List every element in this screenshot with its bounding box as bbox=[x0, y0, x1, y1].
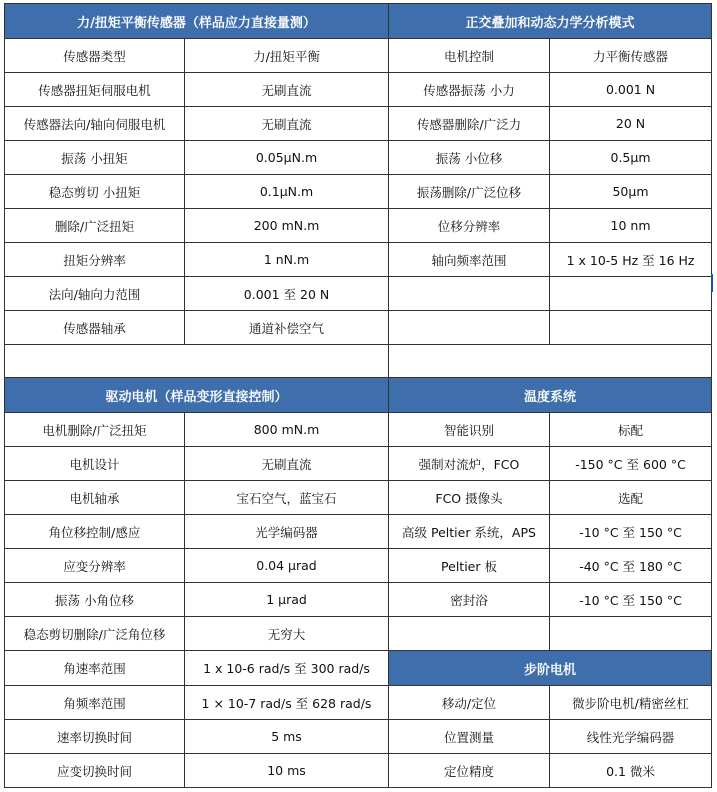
mode-value: 力平衡传感器 bbox=[550, 39, 712, 73]
motor-label: 应变分辨率 bbox=[5, 549, 185, 583]
motor-value: 10 ms bbox=[185, 754, 389, 788]
sensor-value: 200 mN.m bbox=[185, 209, 389, 243]
table-row bbox=[5, 720, 712, 754]
header-row-2 bbox=[5, 378, 712, 413]
motor-value: 0.04 μrad bbox=[185, 549, 389, 583]
spec-table bbox=[4, 3, 712, 788]
sensor-label: 扭矩分辨率 bbox=[5, 243, 185, 277]
motor-label: 角频率范围 bbox=[5, 686, 185, 720]
table-row bbox=[5, 141, 712, 175]
motor-label: 角速率范围 bbox=[5, 651, 185, 686]
mode-value: 50μm bbox=[550, 175, 712, 209]
empty-cell bbox=[550, 311, 712, 345]
table-row bbox=[5, 686, 712, 720]
mode-value: 0.5μm bbox=[550, 141, 712, 175]
temp-label: FCO 摄像头 bbox=[389, 481, 550, 515]
step-label: 移动/定位 bbox=[389, 686, 550, 720]
step-value: 线性光学编码器 bbox=[550, 720, 712, 754]
sensor-label: 传感器扭矩伺服电机 bbox=[5, 73, 185, 107]
mode-value: 10 nm bbox=[550, 209, 712, 243]
sensor-label: 传感器法向/轴向伺服电机 bbox=[5, 107, 185, 141]
sensor-value: 通道补偿空气 bbox=[185, 311, 389, 345]
motor-value: 5 ms bbox=[185, 720, 389, 754]
step-value: 微步阶电机/精密丝杠 bbox=[550, 686, 712, 720]
motor-label: 电机删除/广泛扭矩 bbox=[5, 413, 185, 447]
spec-sheet bbox=[4, 3, 711, 788]
temp-label: 强制对流炉，FCO bbox=[389, 447, 550, 481]
temp-value: -10 °C 至 150 °C bbox=[550, 583, 712, 617]
mode-label: 振荡 小位移 bbox=[389, 141, 550, 175]
table-row bbox=[5, 73, 712, 107]
temp-label: 高级 Peltier 系统，APS bbox=[389, 515, 550, 549]
sensor-label: 删除/广泛扭矩 bbox=[5, 209, 185, 243]
mode-label: 振荡删除/广泛位移 bbox=[389, 175, 550, 209]
empty-cell bbox=[550, 617, 712, 651]
table-row bbox=[5, 549, 712, 583]
selection-edge-marker bbox=[711, 274, 713, 292]
empty-cell bbox=[389, 311, 550, 345]
motor-label: 应变切换时间 bbox=[5, 754, 185, 788]
empty-cell bbox=[389, 617, 550, 651]
sensor-value: 0.05μN.m bbox=[185, 141, 389, 175]
empty-cell bbox=[389, 277, 550, 311]
sensor-value: 0.001 至 20 N bbox=[185, 277, 389, 311]
table-row bbox=[5, 447, 712, 481]
motor-section-title: 驱动电机（样品变形直接控制） bbox=[5, 378, 389, 413]
motor-value: 宝石空气，蓝宝石 bbox=[185, 481, 389, 515]
sensor-label: 振荡 小扭矩 bbox=[5, 141, 185, 175]
mode-label: 位移分辨率 bbox=[389, 209, 550, 243]
mode-label: 传感器删除/广泛力 bbox=[389, 107, 550, 141]
sensor-label: 法向/轴向力范围 bbox=[5, 277, 185, 311]
step-label: 位置测量 bbox=[389, 720, 550, 754]
empty-cell bbox=[5, 345, 389, 378]
temp-section-title: 温度系统 bbox=[389, 378, 712, 413]
mode-value: 20 N bbox=[550, 107, 712, 141]
motor-label: 电机轴承 bbox=[5, 481, 185, 515]
motor-label: 速率切换时间 bbox=[5, 720, 185, 754]
empty-cell bbox=[389, 345, 712, 378]
sensor-value: 0.1μN.m bbox=[185, 175, 389, 209]
sensor-value: 力/扭矩平衡 bbox=[185, 39, 389, 73]
step-section-title: 步阶电机 bbox=[389, 651, 712, 686]
sensor-label: 传感器类型 bbox=[5, 39, 185, 73]
temp-label: 智能识别 bbox=[389, 413, 550, 447]
temp-value: 选配 bbox=[550, 481, 712, 515]
table-row bbox=[5, 413, 712, 447]
motor-value: 1 × 10-7 rad/s 至 628 rad/s bbox=[185, 686, 389, 720]
sensor-value: 无刷直流 bbox=[185, 73, 389, 107]
mode-label: 电机控制 bbox=[389, 39, 550, 73]
temp-value: -150 °C 至 600 °C bbox=[550, 447, 712, 481]
step-label: 定位精度 bbox=[389, 754, 550, 788]
step-value: 0.1 微米 bbox=[550, 754, 712, 788]
table-row bbox=[5, 754, 712, 788]
motor-value: 1 x 10-6 rad/s 至 300 rad/s bbox=[185, 651, 389, 686]
empty-cell bbox=[550, 277, 712, 311]
temp-value: -40 °C 至 180 °C bbox=[550, 549, 712, 583]
table-row bbox=[5, 311, 712, 345]
motor-value: 无刷直流 bbox=[185, 447, 389, 481]
motor-value: 无穷大 bbox=[185, 617, 389, 651]
sensor-label: 传感器轴承 bbox=[5, 311, 185, 345]
motor-label: 振荡 小角位移 bbox=[5, 583, 185, 617]
motor-label: 角位移控制/感应 bbox=[5, 515, 185, 549]
motor-value: 800 mN.m bbox=[185, 413, 389, 447]
sensor-section-title: 力/扭矩平衡传感器（样品应力直接量测） bbox=[5, 4, 389, 39]
table-row bbox=[5, 515, 712, 549]
motor-label: 稳态剪切删除/广泛角位移 bbox=[5, 617, 185, 651]
temp-label: 密封浴 bbox=[389, 583, 550, 617]
mode-label: 轴向频率范围 bbox=[389, 243, 550, 277]
table-row bbox=[5, 583, 712, 617]
sensor-value: 1 nN.m bbox=[185, 243, 389, 277]
header-row-1 bbox=[5, 4, 712, 39]
motor-value: 光学编码器 bbox=[185, 515, 389, 549]
sensor-value: 无刷直流 bbox=[185, 107, 389, 141]
mode-label: 传感器振荡 小力 bbox=[389, 73, 550, 107]
mode-value: 1 x 10-5 Hz 至 16 Hz bbox=[550, 243, 712, 277]
spacer-row bbox=[5, 345, 712, 378]
mode-value: 0.001 N bbox=[550, 73, 712, 107]
table-row bbox=[5, 209, 712, 243]
motor-value: 1 μrad bbox=[185, 583, 389, 617]
table-row bbox=[5, 39, 712, 73]
table-row bbox=[5, 651, 712, 686]
sensor-label: 稳态剪切 小扭矩 bbox=[5, 175, 185, 209]
table-row bbox=[5, 107, 712, 141]
table-row bbox=[5, 617, 712, 651]
table-row bbox=[5, 175, 712, 209]
table-row bbox=[5, 277, 712, 311]
temp-label: Peltier 板 bbox=[389, 549, 550, 583]
temp-value: -10 °C 至 150 °C bbox=[550, 515, 712, 549]
table-row bbox=[5, 243, 712, 277]
table-row bbox=[5, 481, 712, 515]
motor-label: 电机设计 bbox=[5, 447, 185, 481]
temp-value: 标配 bbox=[550, 413, 712, 447]
mode-section-title: 正交叠加和动态力学分析模式 bbox=[389, 4, 712, 39]
